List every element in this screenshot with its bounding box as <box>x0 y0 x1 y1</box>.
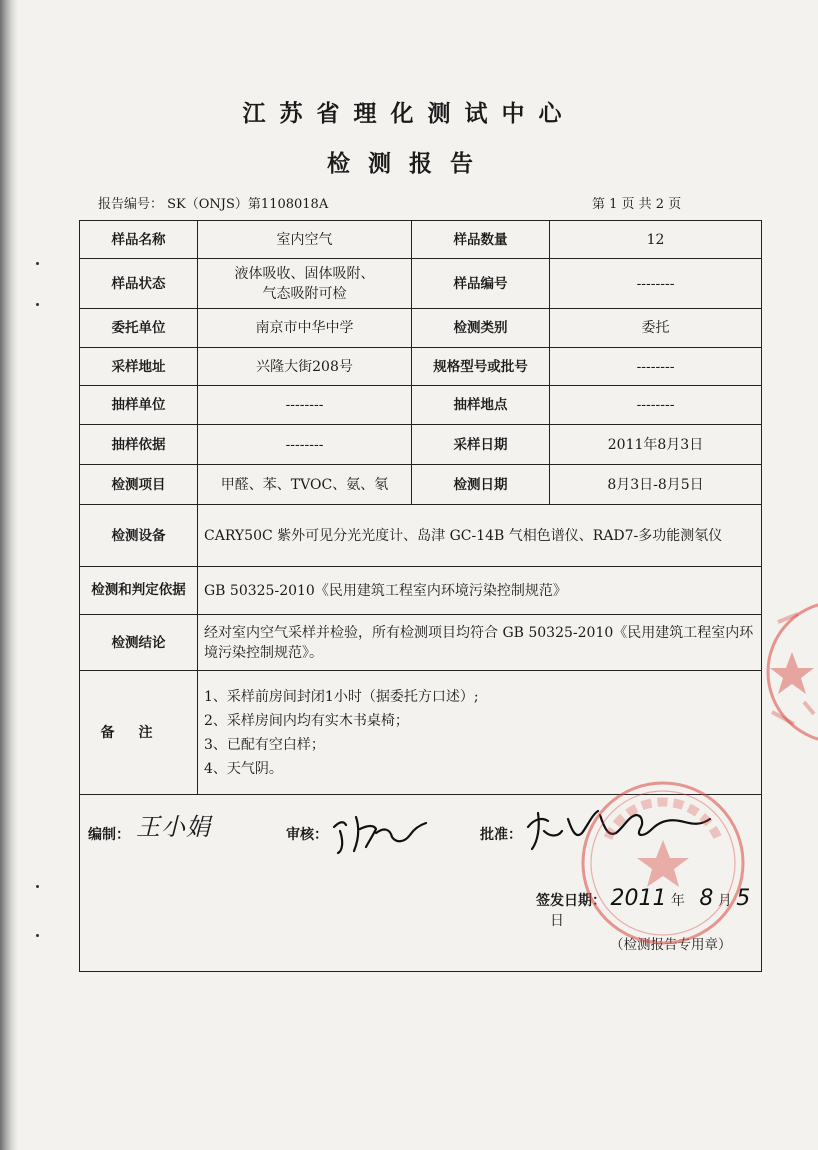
page-info: 第 1 页 共 2 页 <box>592 197 682 212</box>
test-date-value: 8月3日-8月5日 <box>550 465 762 505</box>
client-label: 委托单位 <box>80 309 198 348</box>
sample-state-line2: 气态吸附可检 <box>262 285 347 302</box>
issue-day: 5 <box>736 886 751 911</box>
day-char: 日 <box>550 913 564 929</box>
criteria-value: GB 50325-2010《民用建筑工程室内环境污染控制规范》 <box>198 567 762 615</box>
remark-item: 4、天气阴。 <box>204 760 283 777</box>
sampling-date-label: 采样日期 <box>412 425 550 465</box>
seal-note: （检测报告专用章） <box>610 937 732 953</box>
client-value: 南京市中华中学 <box>198 309 412 348</box>
table-row <box>80 386 762 425</box>
sample-no-label: 样品编号 <box>412 259 550 309</box>
sample-state-line1: 液体吸收、固体吸附、 <box>234 265 375 282</box>
test-items-label: 检测项目 <box>80 465 198 505</box>
conclusion-value: 经对室内空气采样并检验，所有检测项目均符合 GB 50325-2010《民用建筑工程室内环境污染控制规范》。 <box>198 615 762 671</box>
issue-date-label: 签发日期： <box>536 893 606 909</box>
approver-signature-icon <box>520 797 720 857</box>
scan-dot <box>36 262 39 265</box>
sample-state-label: 样品状态 <box>80 259 198 309</box>
conclusion-label: 检测结论 <box>80 615 198 671</box>
report-table <box>79 220 762 972</box>
sample-name-label: 样品名称 <box>80 221 198 259</box>
reviewed-label: 审核： <box>286 827 328 843</box>
spec-batch-label: 规格型号或批号 <box>412 348 550 386</box>
table-row <box>80 221 762 259</box>
table-row <box>80 259 762 309</box>
sampling-location-value: -------- <box>550 386 762 425</box>
partial-seal-icon <box>758 592 818 752</box>
signature-row <box>80 795 762 972</box>
sample-count-label: 样品数量 <box>412 221 550 259</box>
table-row <box>80 671 762 795</box>
sampling-address-label: 采样地址 <box>80 348 198 386</box>
report-number-value: SK（ONJS）第1108018A <box>167 197 329 212</box>
sampling-basis-value: -------- <box>198 425 412 465</box>
month-char: 月 <box>717 893 732 909</box>
issue-month: 8 <box>699 886 714 911</box>
sampling-unit-label: 抽样单位 <box>80 386 198 425</box>
scan-dot <box>36 303 39 306</box>
sample-no-value: -------- <box>550 259 762 309</box>
year-char: 年 <box>670 893 685 909</box>
sample-name-value: 室内空气 <box>198 221 412 259</box>
org-title: 江苏省理化测试中心 <box>242 100 576 127</box>
sampling-location-label: 抽样地点 <box>412 386 550 425</box>
table-row <box>80 505 762 567</box>
table-row <box>80 425 762 465</box>
remark-item: 1、采样前房间封闭1小时（据委托方口述）; <box>204 688 479 705</box>
doc-title: 检测报告 <box>327 150 491 177</box>
report-number <box>98 193 328 212</box>
sampling-address-value: 兴隆大街208号 <box>198 348 412 386</box>
criteria-label: 检测和判定依据 <box>80 567 198 615</box>
table-row <box>80 615 762 671</box>
test-category-value: 委托 <box>550 309 762 348</box>
signature-area <box>80 795 761 971</box>
table-row <box>80 348 762 386</box>
table-row <box>80 465 762 505</box>
issue-date <box>536 886 761 931</box>
equipment-label: 检测设备 <box>80 505 198 567</box>
compiler-signature: 王小娟 <box>136 813 211 841</box>
sample-count-value: 12 <box>550 221 762 259</box>
scan-dot <box>36 885 39 888</box>
test-date-label: 检测日期 <box>412 465 550 505</box>
remark-item: 3、已配有空白样； <box>204 736 325 753</box>
sampling-basis-label: 抽样依据 <box>80 425 198 465</box>
issue-year: 2011 <box>610 886 667 911</box>
table-row <box>80 309 762 348</box>
reviewer-signature-icon <box>330 807 430 857</box>
sampling-date-value: 2011年8月3日 <box>550 425 762 465</box>
test-category-label: 检测类别 <box>412 309 550 348</box>
scan-dot <box>36 934 39 937</box>
sample-state-value <box>198 259 412 309</box>
equipment-value: CARY50C 紫外可见分光光度计、岛津 GC-14B 气相色谱仪、RAD7-多功能测氡仪 <box>198 505 762 567</box>
remark-item: 2、采样房间内均有实木书桌椅； <box>204 712 409 729</box>
remarks-value <box>198 671 762 795</box>
approved-label: 批准： <box>480 827 522 843</box>
compiled-label: 编制： <box>88 827 130 843</box>
report-number-label: 报告编号： <box>98 197 164 212</box>
sampling-unit-value: -------- <box>198 386 412 425</box>
spec-batch-value: -------- <box>550 348 762 386</box>
test-items-value: 甲醛、苯、TVOC、氨、氡 <box>198 465 412 505</box>
table-row <box>80 567 762 615</box>
remarks-label: 备注 <box>80 671 198 795</box>
